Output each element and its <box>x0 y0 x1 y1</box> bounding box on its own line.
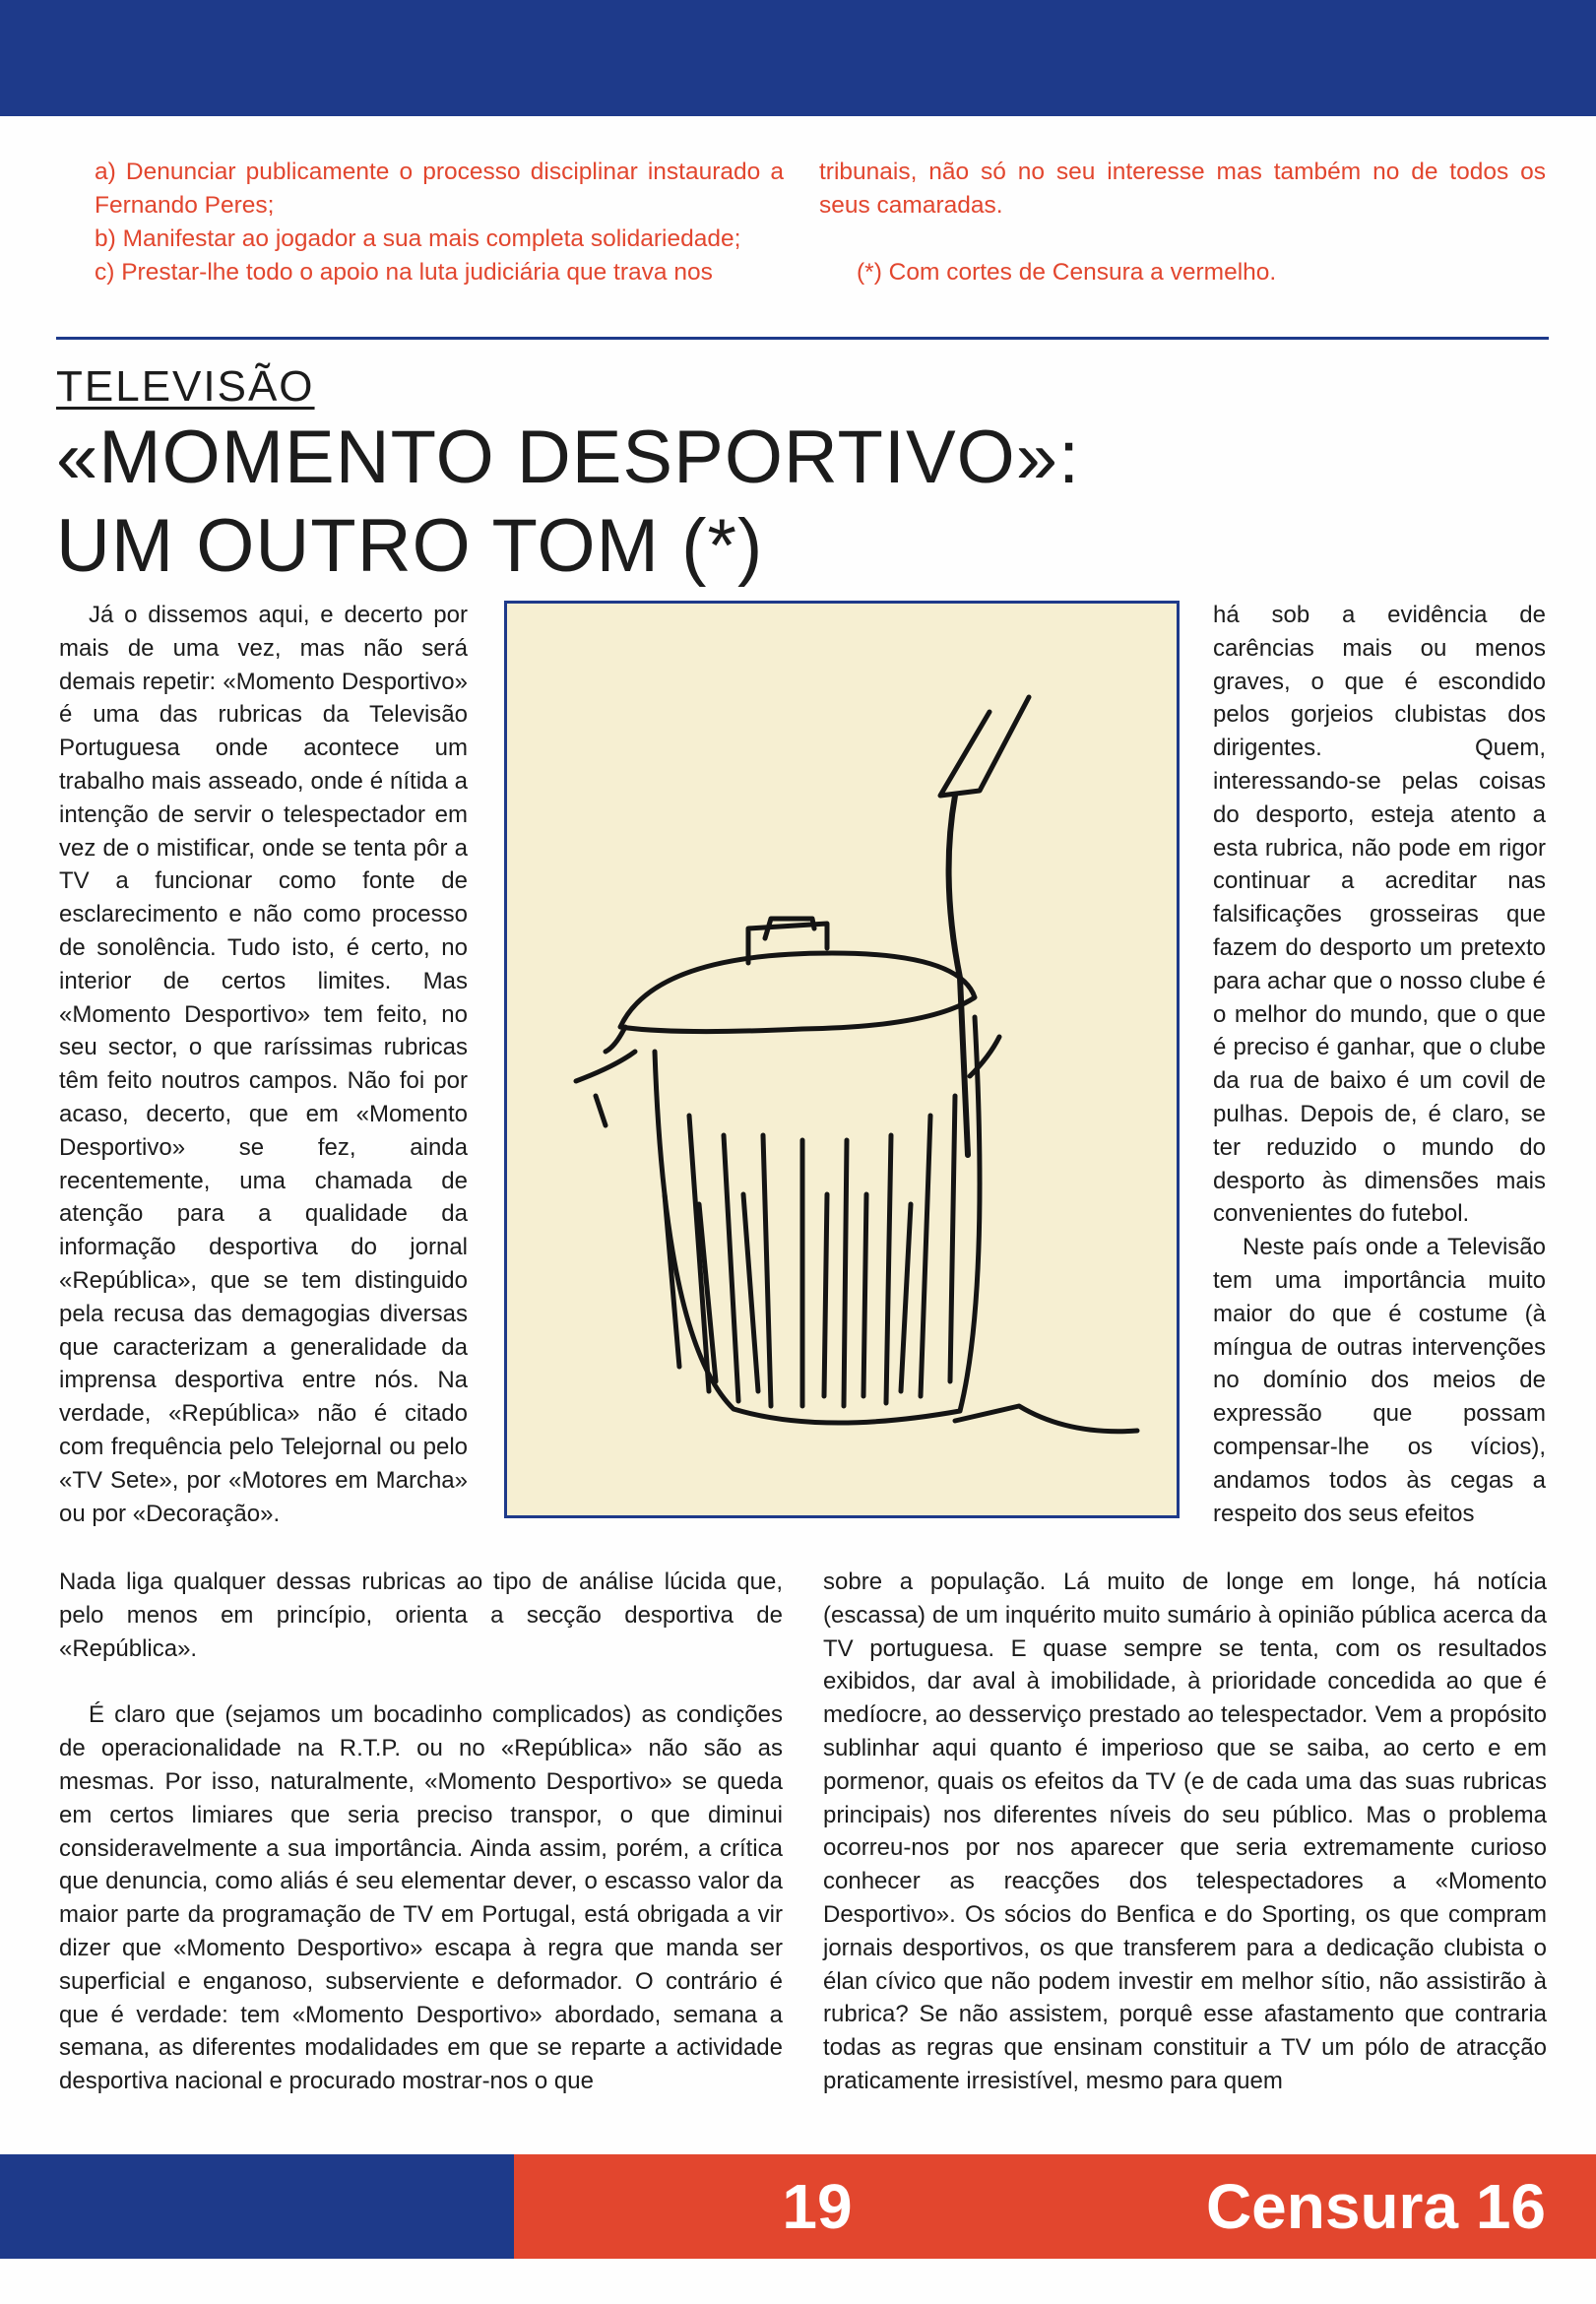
paragraph-operational: É claro que (sejamos um bocadinho complicados) as condições de operacionalidade na R.T.P. ou no «República» não são as mesmas. Por isso, naturalmente, «Momento Desportivo» se queda em certos limiares que seria preciso transpor, o que diminui consideravelmente a sua importância. Ainda assim, porém, a crítica que denuncia, como aliás é seu elementar dever, o escasso valor da maior parte da programação de TV em Portugal, está obrigada a vir dizer que «Momento Desportivo» escapa à regra que manda ser superficial e enganoso, subserviente e deformador. O contrário é que é verdade: tem «Momento Desportivo» abordado, semana a semana, as diferentes modalidades em que se reparte a actividade desportiva nacional e procurado mostrar-nos o que <box>59 1701 783 2095</box>
section-label: TELEVISÃO <box>56 362 315 411</box>
paragraph-tv-country: Neste país onde a Televisão tem uma importância muito maior do que é costume (à míngua de outras intervenções no domínio dos meios de expressão que possam compensar-lhe os vícios), andamos todos às cegas a respeito dos seus efeitos <box>1213 1234 1546 1527</box>
page-number: 19 <box>782 2171 853 2242</box>
demands-continuation: tribunais, não só no seu interesse mas também no de todos os seus camaradas. <box>819 159 1546 219</box>
demand-a: a) Denunciar publicamente o processo disciplinar instaurado a Fernando Peres; <box>95 159 784 219</box>
top-color-bar <box>0 0 1596 116</box>
magazine-title: Censura 16 <box>1205 2171 1546 2242</box>
headline-line-1: «MOMENTO DESPORTIVO»: <box>56 416 1081 499</box>
demand-c: c) Prestar-lhe todo o apoio na luta judiciária que trava nos <box>95 259 713 286</box>
footer-bar-blue <box>0 2154 514 2259</box>
paragraph-evidence: há sob a evidência de carências mais ou menos graves, o que é escondido pelos gorjeios clubistas dos dirigentes. Quem, interessando-se pelas coisas do desporto, esteja atento a esta rubrica, não pode em rigor continuar a acreditar nas falsificações grosseiras que fazem do desporto um pretexto para achar que o nosso clube é o melhor do mundo, que o que é preciso é ganhar, que o clube da rua de baixo é um covil de pulhas. Depois de, é claro, se ter reduzido o mundo do desporto às dimensões mais convenientes do futebol. <box>1213 602 1546 1228</box>
paragraph-intro-end: Nada liga qualquer dessas rubricas ao tipo de análise lúcida que, pelo menos em princípio, orienta a secção desportiva de «República». <box>59 1568 783 1662</box>
right-column-bottom <box>823 1566 1547 2098</box>
left-column-top <box>59 599 468 1530</box>
left-column-bottom <box>59 1566 783 2098</box>
demand-b: b) Manifestar ao jogador a sua mais completa solidariedade; <box>95 225 741 252</box>
demands-list <box>95 156 784 289</box>
paragraph-intro: Já o dissemos aqui, e decerto por mais de uma vez, mas não será demais repetir: «Momento Desportivo» é uma das rubricas da Televisão Portuguesa onde acontece um trabalho mais asseado, onde é nítida a intenção de servir o telespectador em vez de o mistificar, onde se tenta pôr a TV a funcionar como fonte de esclarecimento e não como processo de sonolência. Tudo isto, é certo, no interior de certos limites. Mas «Momento Desportivo» tem feito, no seu sector, o que raríssimas rubricas têm feito noutros campos. Não foi por acaso, decerto, que em «Momento Desportivo» se fez, ainda recentemente, uma chamada de atenção para a qualidade da informação desportiva do jornal «República», que se tem distinguido pela recusa das demagogias diversas que caracterizam a generalidade da imprensa desportiva entre nós. Na verdade, «República» não é citado com frequência pelo Telejornal ou pelo «TV Sete», por «Motores em Marcha» ou por «Decoração». <box>59 602 468 1527</box>
article-headline <box>56 414 1080 591</box>
demands-continuation-block <box>819 156 1546 289</box>
paragraph-population: sobre a população. Lá muito de longe em longe, há notícia (escassa) de um inquérito muito sumário à opinião pública acerca da TV portuguesa. E quase sempre se tenta, com os resultados exibidos, dar aval à imobilidade, à prioridade concedida ao que é medíocre, ao desserviço prestado ao telespectador. Vem a propósito sublinhar aqui quanto é imperioso que se saiba, ao certo e em pormenor, quais os efeitos da TV (e de cada uma das suas rubricas principais) nos diferentes níveis do seu público. Mas o problema ocorreu-nos por nos aparecer que seria extremamente curioso conhecer as reacções dos telespectadores a «Momento Desportivo». Os sócios do Benfica e do Sporting, os que compram jornais desportivos, os que transferem para a dedicação clubista o élan cívico que não podem investir em melhor sítio, não assistirão à rubrica? Se não assistem, porquê esse afastamento que contraria todas as regras que ensinam constituir a TV um pólo de atracção praticamente irresistível, mesmo para quem <box>823 1568 1547 2094</box>
section-divider <box>56 337 1549 340</box>
headline-line-2: UM OUTRO TOM (*) <box>56 504 764 588</box>
trash-can-illustration <box>504 601 1180 1518</box>
trash-can-drawing <box>507 604 1177 1515</box>
right-column-top <box>1213 599 1546 1530</box>
censorship-note: (*) Com cortes de Censura a vermelho. <box>857 259 1277 286</box>
